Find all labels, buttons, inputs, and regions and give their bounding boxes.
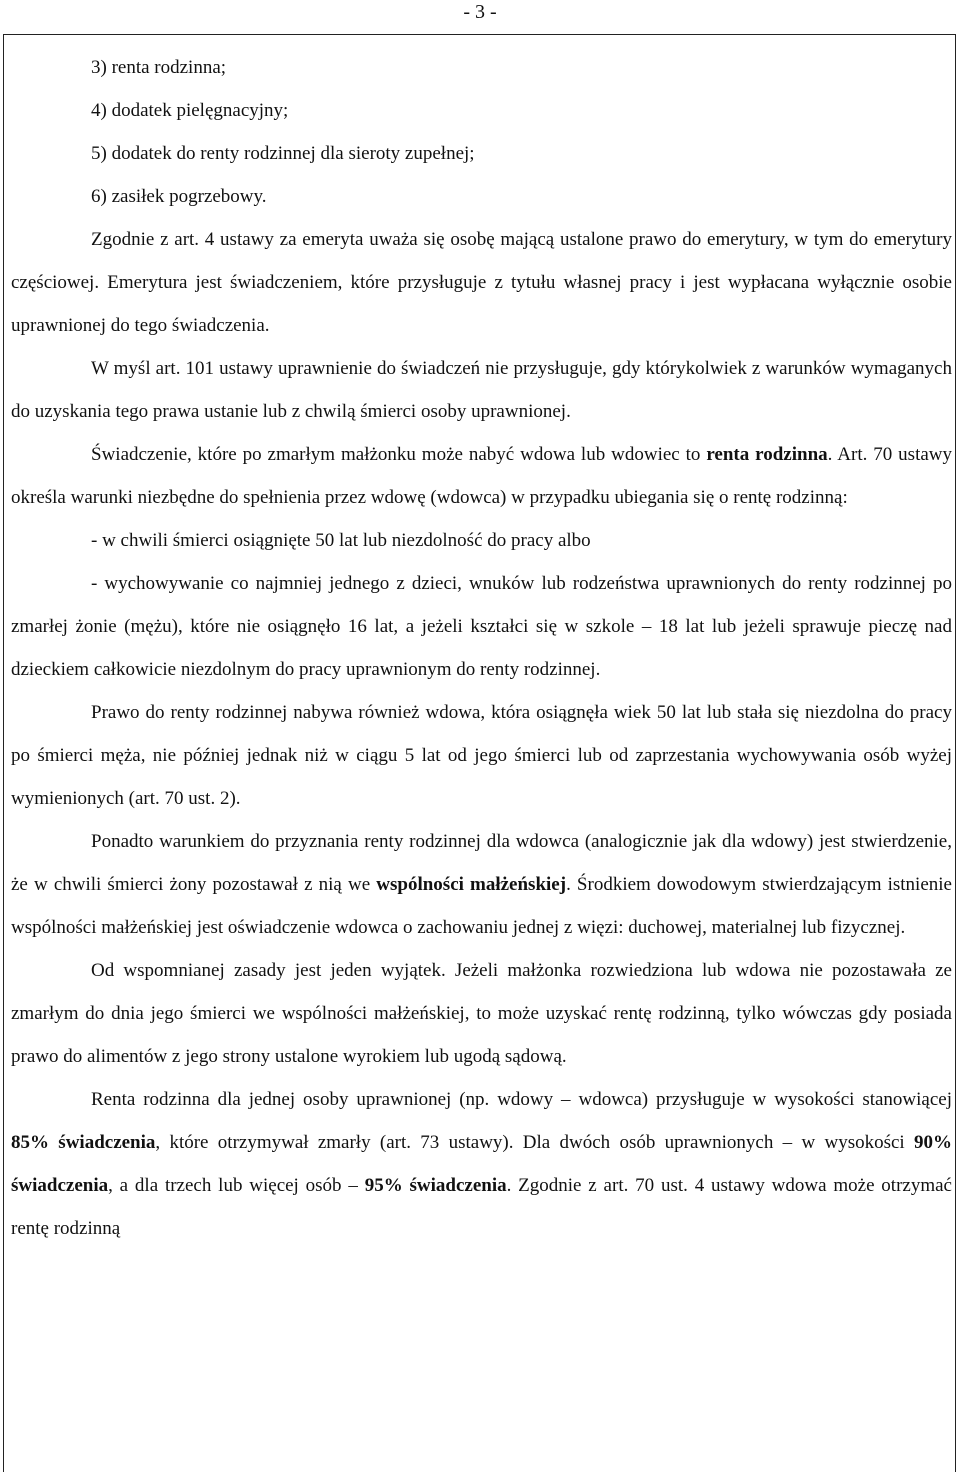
list-item: 3) renta rodzinna; [91, 57, 227, 78]
bold-term: 90% świadczenia [11, 1132, 952, 1196]
text-run: , a dla trzech lub więcej osób – [108, 1175, 365, 1196]
paragraph-wysokosc [11, 1078, 952, 1250]
paragraph-wyjatek: Od wspomnianej zasady jest jeden wyjątek. Jeżeli małżonka rozwiedziona lub wdowa nie pozostawała ze zmarłym do dnia jego śmierci we wspólności małżeńskiej, to może uzyskać rentę rodzinną, tylko wówczas gdy posiada prawo do alimentów z jego strony ustalone wyrokiem lub ugodą sądową. [11, 960, 952, 1067]
paragraph-emeryt: Zgodnie z art. 4 ustawy za emeryta uważa się osobę mającą ustalone prawo do emerytury, w tym do emerytury częściowej. Emerytura jest świadczeniem, które przysługuje z tytułu własnej pracy i jest wypłacana wyłącznie osobie uprawnionej do tego świadczenia. [11, 229, 952, 336]
benefits-list [11, 46, 952, 218]
bold-term: wspólności małżeńskiej [376, 874, 567, 895]
condition-item: - w chwili śmierci osiągnięte 50 lat lub niezdolność do pracy albo [91, 530, 591, 551]
text-run: . Art. 70 ustawy określa warunki niezbędne do spełnienia przez wdowę (wdowca) w przypadku ubiegania się o rentę rodzinną: [11, 444, 952, 508]
paragraph-renta-rodzinna [11, 433, 952, 519]
condition-item: - wychowywanie co najmniej jednego z dzieci, wnuków lub rodzeństwa uprawnionych do renty rodzinnej po zmarłej żonie (mężu), które nie osiągnęło 16 lat, a jeżeli kształci się w szkole – 18 lat lub jeżeli sprawuje pieczę nad dzieckiem całkowicie niezdolnym do pracy uprawnionym do renty rodzinnej. [11, 573, 952, 680]
text-run: . Środkiem dowodowym stwierdzającym istnienie wspólności małżeńskiej jest oświadczenie wdowca o zachowaniu jednej z więzi: duchowej, materialnej lub fizycznej. [11, 874, 952, 938]
document-body [11, 46, 952, 1250]
list-item: 5) dodatek do renty rodzinnej dla sieroty zupełnej; [91, 143, 475, 164]
text-run: . Zgodnie z art. 70 ust. 4 ustawy wdowa może otrzymać rentę rodzinną [11, 1175, 952, 1239]
paragraph-wdowiec [11, 820, 952, 949]
list-item: 6) zasiłek pogrzebowy. [91, 186, 267, 207]
text-run: , które otrzymywał zmarły (art. 73 ustawy). Dla dwóch osób uprawnionych – w wysokości [155, 1132, 914, 1153]
paragraph-uprawnienie: W myśl art. 101 ustawy uprawnienie do świadczeń nie przysługuje, gdy którykolwiek z warunków wymaganych do uzyskania tego prawa ustanie lub z chwilą śmierci osoby uprawnionej. [11, 358, 952, 422]
text-run: Świadczenie, które po zmarłym małżonku może nabyć wdowa lub wdowiec to [91, 444, 707, 465]
list-item: 4) dodatek pielęgnacyjny; [91, 100, 289, 121]
paragraph-wdowa: Prawo do renty rodzinnej nabywa również wdowa, która osiągnęła wiek 50 lat lub stała się niezdolna do pracy po śmierci męża, nie później jednak niż w ciągu 5 lat od jego śmierci lub od zaprzestania wychowywania osób wyżej wymienionych (art. 70 ust. 2). [11, 702, 952, 809]
text-run: Renta rodzinna dla jednej osoby uprawnionej (np. wdowy – wdowca) przysługuje w wysokości stanowiącej [91, 1089, 952, 1110]
bold-term: renta rodzinna [706, 444, 828, 465]
bold-term: 85% świadczenia [11, 1132, 156, 1153]
page-number: - 3 - [463, 1, 497, 23]
bold-term: 95% świadczenia [364, 1175, 507, 1196]
text-run: Ponadto warunkiem do przyznania renty rodzinnej dla wdowca (analogicznie jak dla wdowy) jest stwierdzenie, że w chwili śmierci żony pozostawał z nią we [11, 831, 952, 895]
